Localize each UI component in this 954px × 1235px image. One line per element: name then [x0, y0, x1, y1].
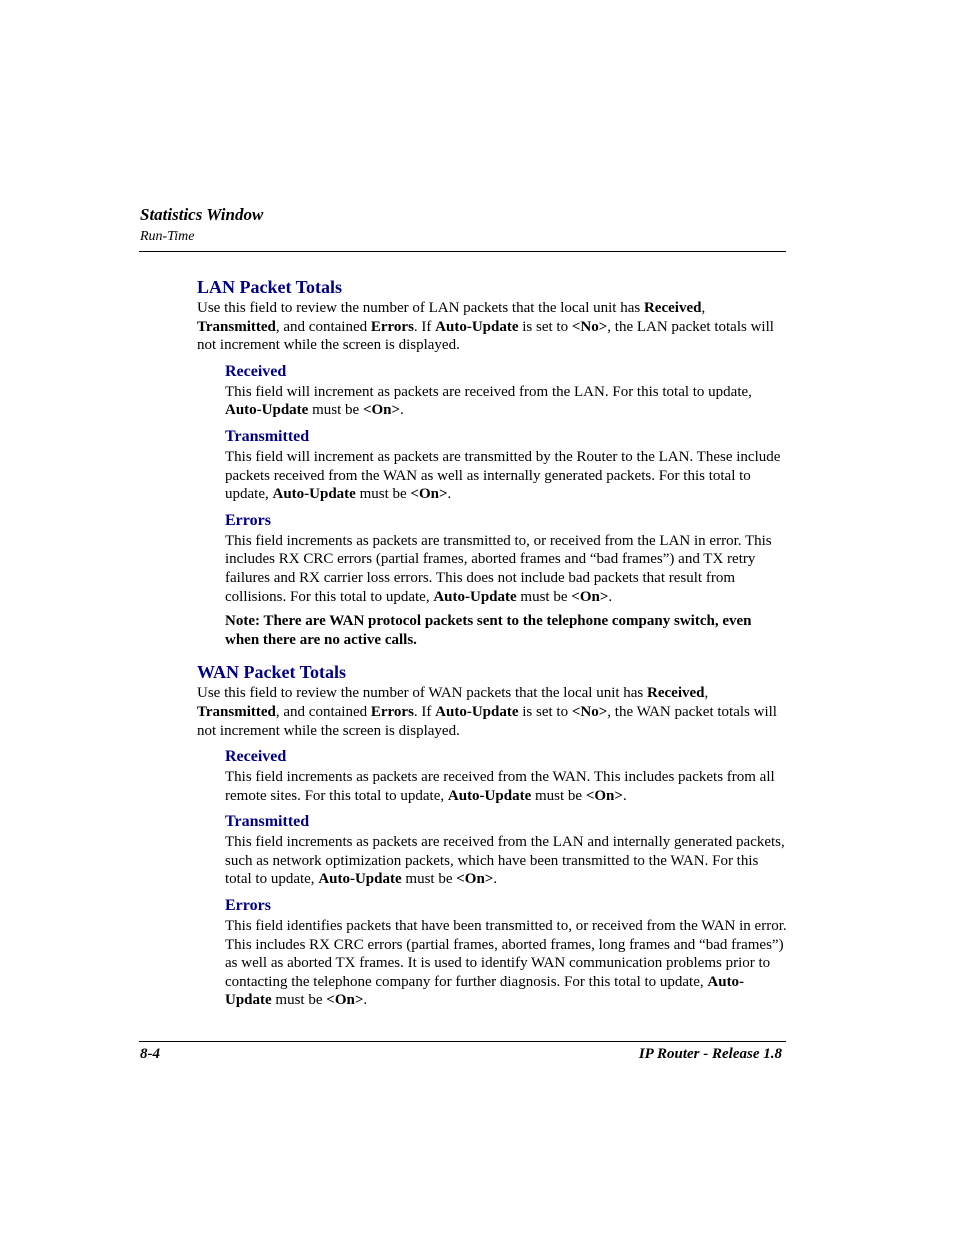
- header-rule: [139, 251, 786, 252]
- wan-errors: [225, 896, 787, 1010]
- running-header-subtitle: Run-Time: [140, 229, 195, 244]
- lan-received: [225, 362, 787, 420]
- page-number: 8-4: [140, 1046, 160, 1062]
- lan-note: Note: There are WAN protocol packets sent to the telephone company switch, even when there are no active calls.: [225, 613, 752, 648]
- footer-rule: [139, 1041, 786, 1042]
- wan-heading: WAN Packet Totals: [197, 662, 347, 683]
- wan-transmitted-heading: Transmitted: [225, 813, 310, 831]
- wan-received: [225, 747, 787, 805]
- wan-intro: Use this field to review the number of WAN packets that the local unit has Received, Transmitted, and contained Errors. If Auto-Update is set to <No>, the WAN packet totals will not increment while the screen is displayed.: [197, 685, 777, 739]
- wan-received-text: This field increments as packets are received from the WAN. This includes packets from all remote sites. For this total to update, Auto-Update must be <On>.: [225, 769, 775, 804]
- wan-transmitted-text: This field increments as packets are received from the LAN and internally generated packets, such as network optimization packets, which have been transmitted to the WAN. For this total to update, Auto-Update must be <On>.: [225, 834, 785, 888]
- lan-received-text: This field will increment as packets are received from the LAN. For this total to update, Auto-Update must be <On>.: [225, 383, 752, 419]
- lan-errors: [225, 511, 787, 606]
- wan-received-heading: Received: [225, 748, 287, 766]
- page-content: [197, 276, 787, 1010]
- lan-transmitted: [225, 427, 787, 504]
- lan-errors-heading: Errors: [225, 511, 271, 529]
- wan-section: [197, 661, 787, 1010]
- wan-errors-heading: Errors: [225, 897, 271, 915]
- running-header-title: Statistics Window: [140, 205, 264, 224]
- lan-heading: LAN Packet Totals: [197, 277, 343, 297]
- wan-transmitted: [225, 812, 787, 889]
- lan-transmitted-text: This field will increment as packets are transmitted by the Router to the LAN. These include packets received from the WAN as well as internally generated packets. For this total to update, Auto-Update must be <On>.: [225, 448, 781, 503]
- wan-errors-text: This field identifies packets that have been transmitted to, or received from the WAN in error. This includes RX CRC errors (partial frames, aborted frames, long frames and “bad frames”) as well as aborted TX frames. It is used to identify WAN communication problems prior to contacting the telephone company for further diagnosis. For this total to update, Auto-Update must be <On>.: [225, 918, 787, 1009]
- document-title: IP Router - Release 1.8: [638, 1046, 782, 1062]
- lan-errors-text: This field increments as packets are transmitted to, or received from the LAN in error. This includes RX CRC errors (partial frames, aborted frames and “bad frames”) and TX retry failures and RX carrier loss errors. This does not include bad packets that result from collisions. For this total to update, Auto-Update must be <On>.: [225, 532, 772, 605]
- lan-intro: Use this field to review the number of LAN packets that the local unit has Received, Transmitted, and contained Errors. If Auto-Update is set to <No>, the LAN packet totals will not increment while the screen is displayed.: [197, 300, 774, 354]
- lan-transmitted-heading: Transmitted: [225, 427, 310, 445]
- lan-received-heading: Received: [225, 362, 287, 380]
- lan-section: [197, 276, 787, 649]
